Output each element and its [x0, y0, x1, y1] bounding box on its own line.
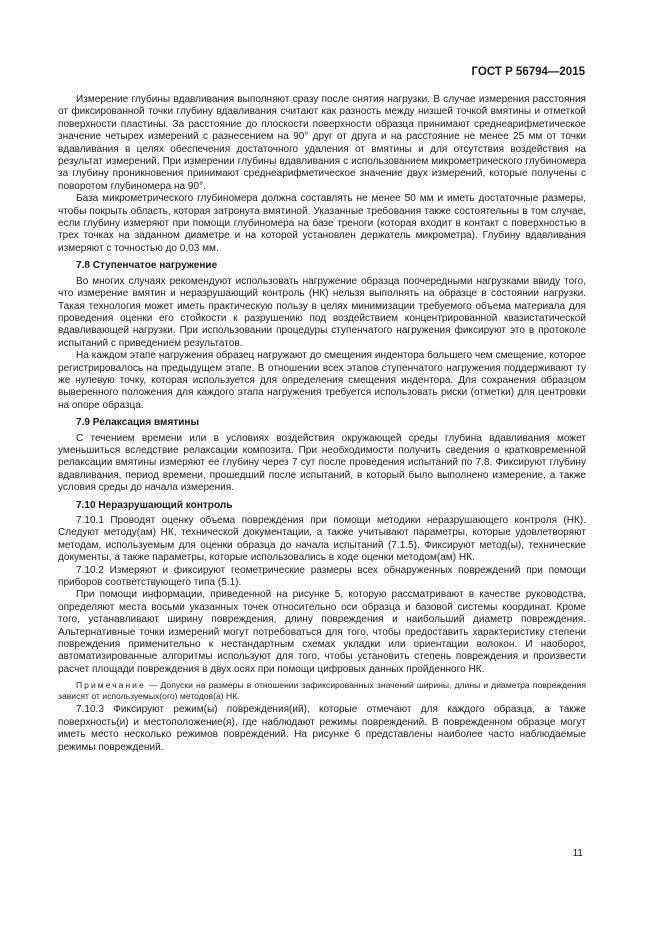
- page-number: 11: [572, 848, 583, 859]
- page-content: [58, 94, 586, 754]
- paragraph: При помощи информации, приведенной на рисунке 5, которую рассматривают в качестве руководства, определяют места восьми указанных точек относительно оси образца и базовой системы координат. Кроме того, устанавливают ширину повреждения, длину повреждения и наибольший диаметр повреждения. Альтернативные точки измерений могут потребоваться для того, чтобы предоставить характеристику степени повреждения применительно к нестандартным схемах укладки или ориентации волокон. И наоборот, автоматизированные алгоритмы используют для того, чтобы установить степень повреждения и произвести расчет площади повреждения в двух осях при помощи цифровых данных пройденного НК.: [58, 589, 586, 675]
- paragraph: С течением времени или в условиях воздействия окружающей среды глубина вдавливания может уменьшиться вследствие релаксации композита. При необходимости получить сведения о кратковременной релаксации вмятины измеряют ее глубину через 7 сут после проведения испытаний по 7.8. Фиксируют глубину вдавливания, период времени, прошедший после испытаний, в который было выполнено измерение, а также условия среды до начала измерения.: [58, 432, 586, 494]
- section-heading-7-8: 7.8 Ступенчатое нагружение: [76, 260, 218, 272]
- paragraph: На каждом этапе нагружения образец нагружают до смещения индентора большего чем смещение, которое регистрировалось на предыдущем этапе. В отношении всех этапов ступенчатого нагружения поддерживают ту же нулевую точку, которая используется для определения смещения индентора. Для сохранения образцом выверенного положения для каждого этапа нагружения требуется использовать риски (отметки) для центровки на опоре образца.: [58, 350, 586, 411]
- paragraph: База микрометрического глубиномера должна составлять не менее 50 мм и иметь достаточные размеры, чтобы покрыть область, которая затронута вмятиной. Указанные требования также состоятельны в том случае, если глубину измеряют при помощи глубиномера на базе треноги (которая входит в контакт с поверхностью в трех точках на заданном диаметре и на которой установлен держатель микрометра). Глубину вдавливания измеряют с точностью до 0,03 мм.: [58, 193, 586, 254]
- paragraph: Во многих случаях рекомендуют использовать нагружение образца поочередными нагрузками ввиду того, что измерение вмятин и неразрушающий контроль (НК) нельзя выполнять на образце в состоянии нагрузки. Такая технология может иметь практическую пользу в целях минимизации требуемого объема материала для проведения оценки его стойкости к разрушению под воздействием концентрированной квазистатической вдавливающей нагрузки. При использовании процедуры ступенчатого нагружения фиксируют это в протоколе испытаний с приведением результатов.: [58, 275, 586, 349]
- section-heading-7-10: 7.10 Неразрушающий контроль: [76, 499, 233, 511]
- note-text: — Допуски на размеры в отношении зафиксированных значений ширины, длины и диаметра повреждения зависят от используемых(ого) методов(а) НК.: [58, 680, 586, 702]
- paragraph: Измерение глубины вдавливания выполняют сразу после снятия нагрузки. В случае измерения расстояния от фиксированной точки глубину вдавливания считают как разность между низшей точкой вмятины и отметкой поверхности пластины. За расстояние до плоскости поверхности образца принимают среднеарифметическое значение четырех измерений с разнесением на 90° друг от друга и на расстояние не менее 25 мм от точки вдавливания в целях обеспечения достаточного удаления от вмятины и для отсутствия воздействия на результат измерений. При измерении глубины вдавливания с использованием микрометрического глубиномера за глубину проникновения принимают среднеарифметическое значение двух измерений, которые получены с поворотом глубиномера на 90°.: [58, 94, 586, 192]
- paragraph: 7.10.3 Фиксируют режим(ы) повреждения(ий), которые отмечают для каждого образца, а также поверхность(и) и местоположение(я), где наблюдают режимы повреждений. В поврежденном образце могут иметь место несколько режимов повреждений. На рисунке 6 представлены наиболее часто наблюдаемые режимы повреждений.: [58, 704, 586, 753]
- standard-header: ГОСТ Р 56794—2015: [471, 66, 585, 78]
- note-label: Примечание: [76, 680, 146, 691]
- section-heading-7-9: 7.9 Релаксация вмятины: [76, 417, 200, 429]
- note: [58, 680, 586, 702]
- paragraph: 7.10.1 Проводят оценку объема повреждения при помощи методики неразрушающего контроля (НК). Следуют методу(ам) НК, технической документации, а также учитывают параметры, которые удовлетворяют методам, используемым для оценки образца до начала испытаний (7.1.5). Фиксируют метод(ы), технические документы, а также параметры, которые использовались в ходе оценки методом(ам) НК.: [58, 515, 586, 564]
- paragraph: 7.10.2 Измеряют и фиксируют геометрические размеры всех обнаруженных повреждений при помощи приборов соответствующего типа (5.1).: [58, 564, 586, 589]
